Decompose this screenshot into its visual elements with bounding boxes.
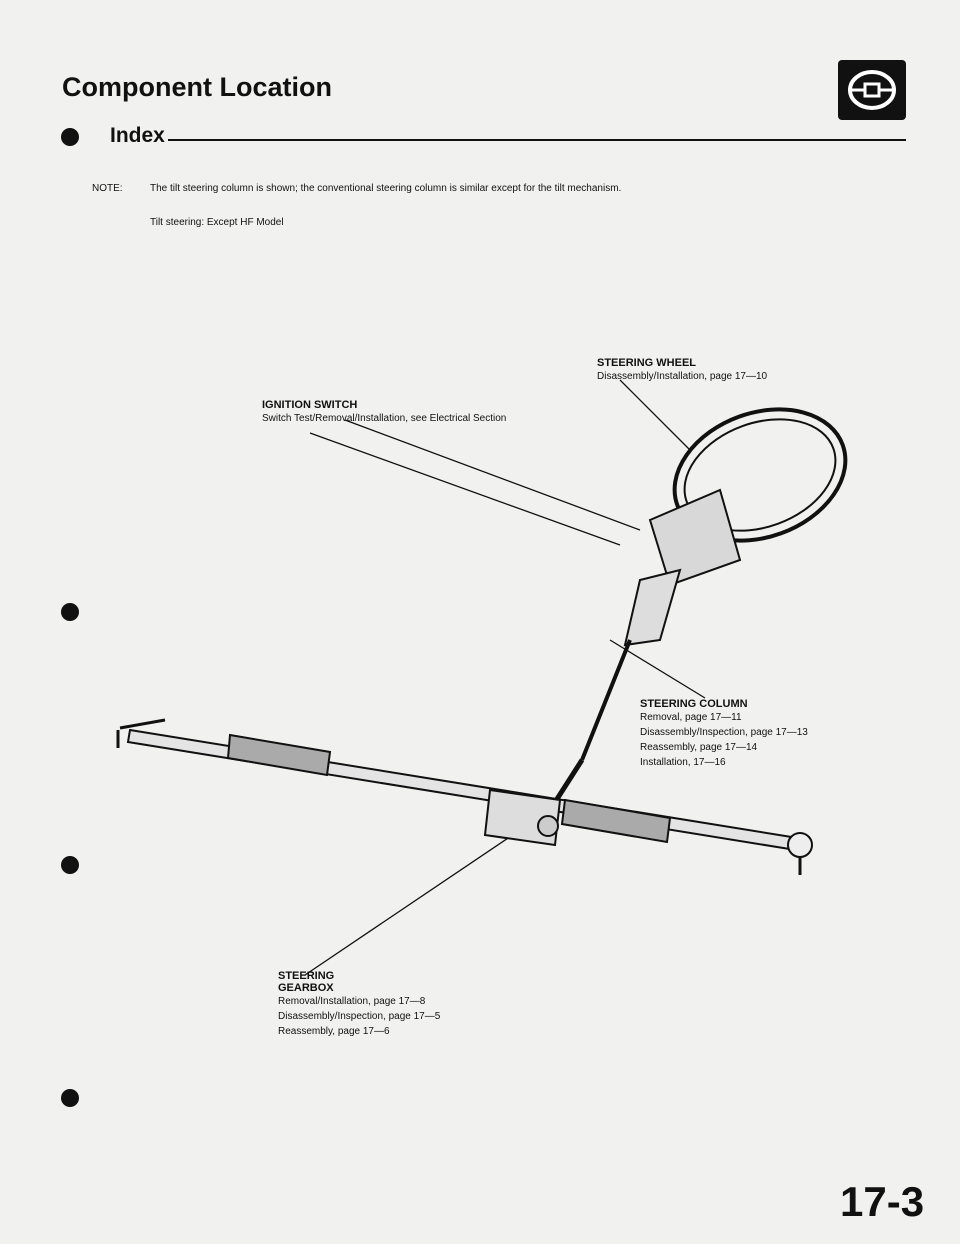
leader-line: [610, 640, 705, 698]
leader-line: [305, 830, 520, 975]
callout-line: Installation, 17—16: [640, 757, 726, 768]
rack-boot-left: [228, 735, 330, 775]
leader-line: [345, 420, 640, 530]
callout-title: IGNITION SWITCH: [262, 399, 358, 411]
tie-rod-end-right: [788, 833, 812, 857]
callout-line: Reassembly, page 17—6: [278, 1026, 390, 1037]
callout-line: Disassembly/Inspection, page 17—5: [278, 1011, 441, 1022]
section-title: Index: [110, 124, 165, 147]
leader-line: [620, 380, 690, 450]
page-title: Component Location: [62, 72, 332, 102]
callout-line: Disassembly/Inspection, page 17—13: [640, 727, 808, 738]
note-subtext: Tilt steering: Except HF Model: [150, 217, 284, 228]
intermediate-shaft: [582, 640, 630, 760]
leader-line: [310, 433, 620, 545]
callout-line: Removal/Installation, page 17—8: [278, 996, 426, 1007]
callout-title: STEERING: [278, 970, 335, 982]
callout-title-2: GEARBOX: [278, 982, 334, 994]
callout-title: STEERING COLUMN: [640, 698, 748, 710]
callout-line: Removal, page 17—11: [640, 712, 742, 723]
steering-column-housing: [650, 490, 740, 585]
page-number: 17-3: [840, 1178, 925, 1225]
note-label: NOTE:: [92, 183, 123, 194]
rack-boot-right: [562, 800, 670, 842]
callout-steering-gearbox: [278, 970, 440, 1039]
callout-steering-wheel: [597, 357, 767, 384]
callout-line: Reassembly, page 17—14: [640, 742, 758, 753]
note-text: The tilt steering column is shown; the conventional steering column is similar except for the tilt mechanism.: [150, 183, 622, 194]
callout-title: STEERING WHEEL: [597, 357, 697, 369]
callout-line: Disassembly/Installation, page 17—10: [597, 371, 768, 382]
callout-steering-column: [640, 698, 808, 770]
callout-line: Switch Test/Removal/Installation, see Electrical Section: [262, 413, 507, 424]
callout-ignition-switch: [262, 399, 506, 426]
